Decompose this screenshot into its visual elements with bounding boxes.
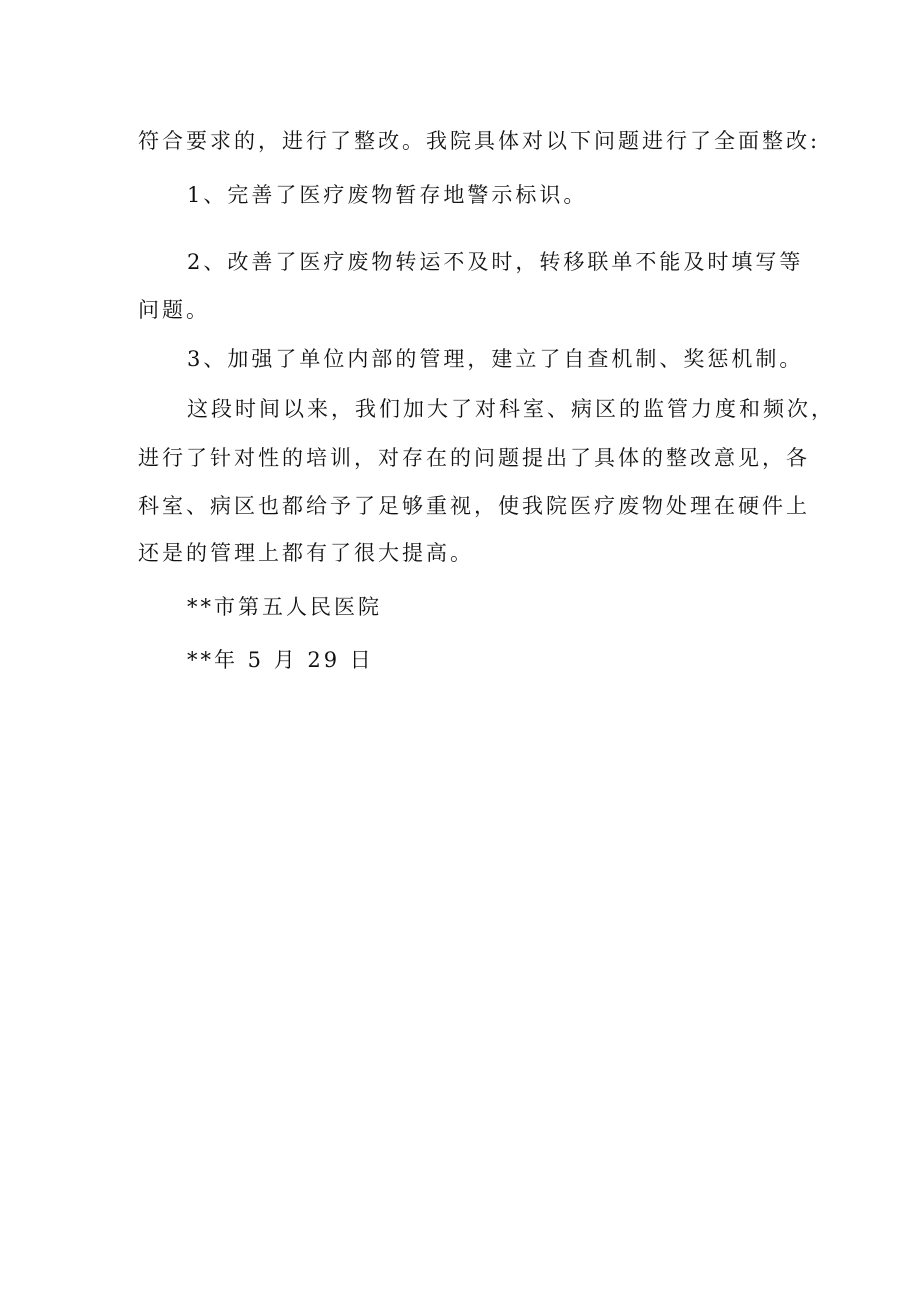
signature-organization: **市第五人民医院	[187, 595, 382, 619]
list-item-3: 3、加强了单位内部的管理，建立了自查机制、奖惩机制。	[187, 347, 804, 371]
signature-date: **年 5 月 29 日	[187, 648, 374, 672]
paragraph-line-1: 符合要求的，进行了整改。我院具体对以下问题进行了全面整改:	[138, 129, 821, 153]
list-item-1: 1、完善了医疗废物暂存地警示标识。	[187, 183, 588, 207]
summary-line-4: 还是的管理上都有了很大提高。	[138, 541, 474, 565]
list-item-2-line-2: 问题。	[138, 298, 210, 322]
summary-line-2: 进行了针对性的培训，对存在的问题提出了具体的整改意见，各	[138, 446, 810, 470]
list-item-2-line-1: 2、改善了医疗废物转运不及时，转移联单不能及时填写等	[187, 250, 804, 274]
summary-line-1: 这段时间以来，我们加大了对科室、病区的监管力度和频次，	[187, 397, 835, 421]
summary-line-3: 科室、病区也都给予了足够重视，使我院医疗废物处理在硬件上	[138, 494, 810, 518]
